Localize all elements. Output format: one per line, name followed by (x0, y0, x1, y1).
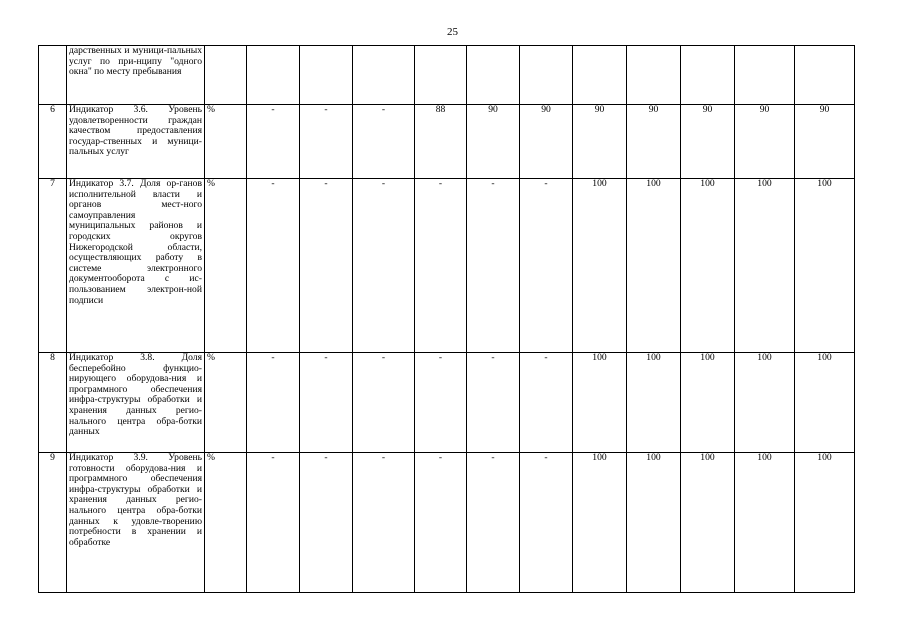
page-number: 25 (447, 26, 458, 38)
indicator-name-cell: Индикатор 3.6. Уровень удовлетворенности граждан качеством предоставления государ-ственных и муници-пальных услуг (67, 105, 205, 179)
value-cell: - (467, 353, 520, 453)
indicator-name-cell: Индикатор 3.9. Уровень готовности оборудова-ния и программного обеспечения инфра-структуры обработки и хранения данных регио-нального центра обра-ботки данных к удовле-творению потребности в хранении и обработке (67, 453, 205, 593)
value-cell: 100 (627, 353, 681, 453)
value-cell: 90 (573, 105, 627, 179)
value-cell: - (467, 179, 520, 353)
value-cell: 100 (573, 353, 627, 453)
value-cell (627, 46, 681, 105)
value-cell (681, 46, 735, 105)
value-cell: 100 (735, 453, 795, 593)
value-cell: - (415, 453, 467, 593)
unit-cell: % (205, 179, 247, 353)
value-cell: - (415, 353, 467, 453)
value-cell (735, 46, 795, 105)
indicator-name-cell: дарственных и муници-пальных услуг по при-нципу "одного окна" по месту пребывания (67, 46, 205, 105)
value-cell: - (353, 453, 415, 593)
value-cell: 100 (735, 353, 795, 453)
unit-cell: % (205, 105, 247, 179)
value-cell: - (353, 353, 415, 453)
value-cell: - (415, 179, 467, 353)
value-cell: - (300, 105, 353, 179)
value-cell: 90 (735, 105, 795, 179)
value-cell: 100 (795, 179, 855, 353)
value-cell: - (300, 453, 353, 593)
row-number-cell (39, 46, 67, 105)
value-cell: - (467, 453, 520, 593)
indicators-table (38, 45, 855, 593)
row-number-cell: 8 (39, 353, 67, 453)
value-cell (415, 46, 467, 105)
value-cell (573, 46, 627, 105)
table-row (39, 179, 855, 353)
value-cell (795, 46, 855, 105)
value-cell: 90 (627, 105, 681, 179)
value-cell: 100 (735, 179, 795, 353)
value-cell: - (520, 453, 573, 593)
value-cell (300, 46, 353, 105)
value-cell: 90 (467, 105, 520, 179)
value-cell: - (300, 353, 353, 453)
table-body (39, 46, 855, 593)
indicator-name-cell: Индикатор 3.8. Доля бесперебойно функцио-нирующего оборудова-ния и программного обеспечения инфра-структуры обработки и хранения данных регио-нального центра обра-ботки данных (67, 353, 205, 453)
value-cell: - (247, 453, 300, 593)
value-cell: - (247, 353, 300, 453)
row-number-cell: 9 (39, 453, 67, 593)
row-number-cell: 6 (39, 105, 67, 179)
value-cell (353, 46, 415, 105)
value-cell (520, 46, 573, 105)
unit-cell: % (205, 353, 247, 453)
unit-cell (205, 46, 247, 105)
unit-cell: % (205, 453, 247, 593)
value-cell: - (353, 105, 415, 179)
value-cell (247, 46, 300, 105)
table-row (39, 353, 855, 453)
value-cell: 100 (795, 353, 855, 453)
value-cell: 100 (573, 179, 627, 353)
value-cell: 90 (795, 105, 855, 179)
table-row (39, 105, 855, 179)
value-cell: - (520, 179, 573, 353)
value-cell: 100 (681, 353, 735, 453)
value-cell: - (353, 179, 415, 353)
value-cell: 100 (573, 453, 627, 593)
value-cell: 100 (681, 179, 735, 353)
table-row (39, 46, 855, 105)
value-cell: 90 (681, 105, 735, 179)
value-cell: 100 (795, 453, 855, 593)
indicator-name-cell: Индикатор 3.7. Доля ор-ганов исполнительной власти и органов мест-ного самоуправления муниципальных районов и городских округов Нижегородской области, осуществляющих работу в системе электронного документооборота с ис-пользованием электрон-ной подписи (67, 179, 205, 353)
value-cell: - (247, 105, 300, 179)
value-cell: 100 (627, 453, 681, 593)
value-cell: 100 (627, 179, 681, 353)
table-row (39, 453, 855, 593)
value-cell: 88 (415, 105, 467, 179)
value-cell: 90 (520, 105, 573, 179)
value-cell: - (520, 353, 573, 453)
row-number-cell: 7 (39, 179, 67, 353)
value-cell: 100 (681, 453, 735, 593)
value-cell: - (247, 179, 300, 353)
value-cell (467, 46, 520, 105)
value-cell: - (300, 179, 353, 353)
